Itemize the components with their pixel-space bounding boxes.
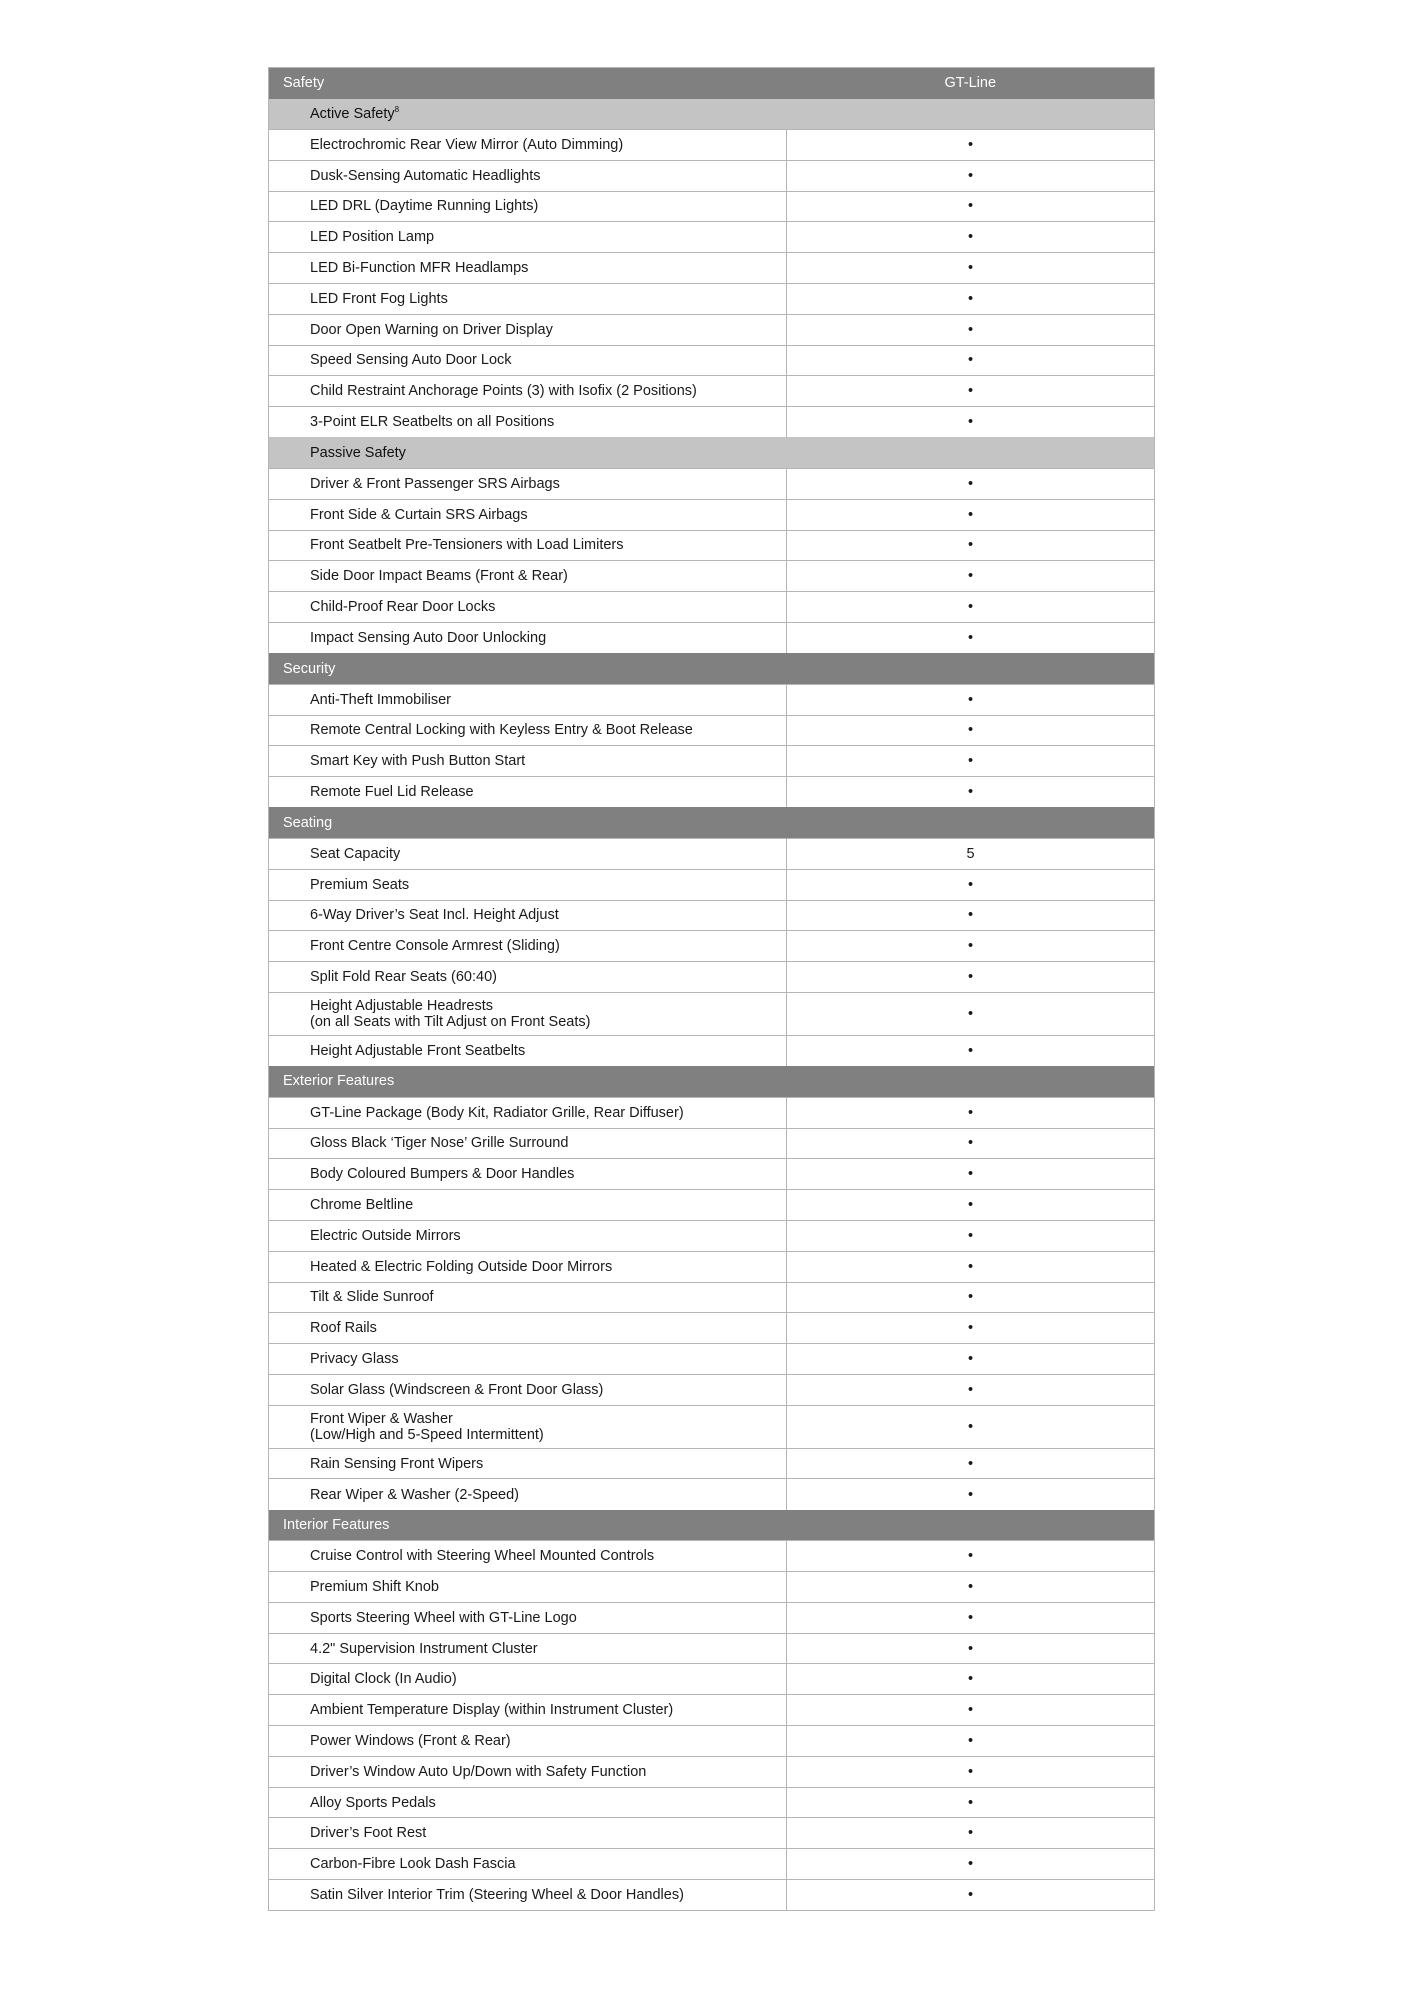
feature-value: • bbox=[787, 1097, 1155, 1128]
feature-label bbox=[269, 592, 787, 623]
section-value-header: GT-Line bbox=[787, 68, 1155, 99]
feature-label bbox=[269, 1448, 787, 1479]
feature-text: Front Centre Console Armrest (Sliding) bbox=[310, 938, 560, 955]
feature-label bbox=[269, 1602, 787, 1633]
feature-label bbox=[269, 838, 787, 869]
feature-value: • bbox=[787, 1251, 1155, 1282]
feature-label bbox=[269, 314, 787, 345]
feature-value: • bbox=[787, 1726, 1155, 1757]
feature-label bbox=[269, 1818, 787, 1849]
subsection-title-text: Passive Safety bbox=[310, 444, 406, 461]
table-row bbox=[269, 1818, 1155, 1849]
feature-value: • bbox=[787, 1572, 1155, 1603]
feature-text: Electric Outside Mirrors bbox=[310, 1227, 461, 1244]
section-value-header bbox=[787, 807, 1155, 838]
feature-text: Alloy Sports Pedals bbox=[310, 1794, 436, 1811]
feature-text: Cruise Control with Steering Wheel Mounted Controls bbox=[310, 1548, 655, 1565]
feature-text: GT-Line Package (Body Kit, Radiator Grille, Rear Diffuser) bbox=[310, 1104, 684, 1121]
feature-text: Height Adjustable Front Seatbelts bbox=[310, 1043, 526, 1060]
table-row bbox=[269, 1756, 1155, 1787]
feature-label bbox=[269, 1159, 787, 1190]
feature-value: • bbox=[787, 1313, 1155, 1344]
feature-label bbox=[269, 1572, 787, 1603]
feature-value: • bbox=[787, 407, 1155, 438]
feature-value: • bbox=[787, 592, 1155, 623]
feature-text: Height Adjustable Headrests bbox=[310, 997, 493, 1014]
feature-value: • bbox=[787, 1849, 1155, 1880]
table-row bbox=[269, 1128, 1155, 1159]
feature-text: Roof Rails bbox=[310, 1320, 377, 1337]
feature-label bbox=[269, 1479, 787, 1510]
table-row bbox=[269, 1374, 1155, 1405]
section-title: Security bbox=[269, 653, 787, 684]
table-row bbox=[269, 191, 1155, 222]
feature-label bbox=[269, 1282, 787, 1313]
feature-label bbox=[269, 345, 787, 376]
table-row bbox=[269, 1633, 1155, 1664]
feature-text: Child Restraint Anchorage Points (3) with Isofix (2 Positions) bbox=[310, 383, 697, 400]
feature-label bbox=[269, 1251, 787, 1282]
feature-text: 6-Way Driver’s Seat Incl. Height Adjust bbox=[310, 907, 559, 924]
feature-value: • bbox=[787, 777, 1155, 808]
feature-value: • bbox=[787, 1190, 1155, 1221]
feature-text: Driver & Front Passenger SRS Airbags bbox=[310, 475, 560, 492]
feature-value: • bbox=[787, 1541, 1155, 1572]
feature-text: Privacy Glass bbox=[310, 1350, 399, 1367]
table-row bbox=[269, 715, 1155, 746]
section-title: Seating bbox=[269, 807, 787, 838]
table-row bbox=[269, 1448, 1155, 1479]
feature-value: • bbox=[787, 746, 1155, 777]
feature-text: Electrochromic Rear View Mirror (Auto Dimming) bbox=[310, 136, 624, 153]
feature-text: Smart Key with Push Button Start bbox=[310, 753, 526, 770]
table-row bbox=[269, 1541, 1155, 1572]
table-row bbox=[269, 530, 1155, 561]
table-row bbox=[269, 468, 1155, 499]
feature-value: • bbox=[787, 130, 1155, 161]
feature-value: • bbox=[787, 345, 1155, 376]
feature-label bbox=[269, 561, 787, 592]
table-row bbox=[269, 1282, 1155, 1313]
feature-text: Carbon-Fibre Look Dash Fascia bbox=[310, 1856, 516, 1873]
feature-text: LED Front Fog Lights bbox=[310, 290, 448, 307]
feature-value: • bbox=[787, 1374, 1155, 1405]
feature-text: 4.2" Supervision Instrument Cluster bbox=[310, 1640, 538, 1657]
feature-label bbox=[269, 1633, 787, 1664]
table-row bbox=[269, 746, 1155, 777]
feature-text: Rain Sensing Front Wipers bbox=[310, 1455, 484, 1472]
feature-text: LED DRL (Daytime Running Lights) bbox=[310, 198, 539, 215]
feature-label bbox=[269, 1344, 787, 1375]
feature-value: • bbox=[787, 1664, 1155, 1695]
feature-label bbox=[269, 407, 787, 438]
table-row bbox=[269, 1602, 1155, 1633]
table-row bbox=[269, 592, 1155, 623]
feature-value: 5 bbox=[787, 838, 1155, 869]
subsection-header bbox=[269, 99, 1155, 130]
table-row bbox=[269, 1695, 1155, 1726]
feature-text: Seat Capacity bbox=[310, 845, 401, 862]
feature-value: • bbox=[787, 992, 1155, 1035]
feature-text: Chrome Beltline bbox=[310, 1197, 414, 1213]
feature-label bbox=[269, 468, 787, 499]
feature-label bbox=[269, 222, 787, 253]
feature-label bbox=[269, 869, 787, 900]
feature-text: Tilt & Slide Sunroof bbox=[310, 1289, 434, 1306]
feature-value: • bbox=[787, 1602, 1155, 1633]
table-row bbox=[269, 777, 1155, 808]
feature-text: Rear Wiper & Washer (2-Speed) bbox=[310, 1486, 519, 1503]
table-row bbox=[269, 992, 1155, 1035]
feature-label bbox=[269, 777, 787, 808]
feature-text: Driver’s Window Auto Up/Down with Safety Function bbox=[310, 1763, 647, 1780]
feature-label bbox=[269, 1128, 787, 1159]
feature-text: Anti-Theft Immobiliser bbox=[310, 691, 452, 708]
feature-label bbox=[269, 499, 787, 530]
table-row bbox=[269, 130, 1155, 161]
section-title: Safety bbox=[269, 68, 787, 99]
section-header bbox=[269, 68, 1155, 99]
section-value-header bbox=[787, 653, 1155, 684]
feature-label bbox=[269, 622, 787, 653]
feature-text: Front Side & Curtain SRS Airbags bbox=[310, 506, 528, 523]
feature-value: • bbox=[787, 900, 1155, 931]
feature-text: Heated & Electric Folding Outside Door Mirrors bbox=[310, 1258, 613, 1275]
table-row bbox=[269, 1572, 1155, 1603]
feature-label bbox=[269, 715, 787, 746]
feature-text: Body Coloured Bumpers & Door Handles bbox=[310, 1166, 575, 1183]
feature-label bbox=[269, 253, 787, 284]
feature-value: • bbox=[787, 962, 1155, 993]
feature-label bbox=[269, 1405, 787, 1448]
feature-value: • bbox=[787, 314, 1155, 345]
spec-table-body bbox=[269, 68, 1155, 1911]
table-row bbox=[269, 838, 1155, 869]
feature-label bbox=[269, 1695, 787, 1726]
feature-label bbox=[269, 992, 787, 1035]
feature-label bbox=[269, 191, 787, 222]
feature-label bbox=[269, 962, 787, 993]
feature-text: Dusk-Sensing Automatic Headlights bbox=[310, 167, 541, 184]
feature-value: • bbox=[787, 1220, 1155, 1251]
table-row bbox=[269, 962, 1155, 993]
feature-text: Premium Shift Knob bbox=[310, 1578, 439, 1595]
table-row bbox=[269, 1880, 1155, 1911]
feature-value: • bbox=[787, 1787, 1155, 1818]
feature-value: • bbox=[787, 1128, 1155, 1159]
table-row bbox=[269, 622, 1155, 653]
table-row bbox=[269, 222, 1155, 253]
feature-text: Gloss Black ‘Tiger Nose’ Grille Surround bbox=[310, 1135, 569, 1152]
feature-label bbox=[269, 130, 787, 161]
feature-text: Power Windows (Front & Rear) bbox=[310, 1732, 511, 1749]
feature-value: • bbox=[787, 931, 1155, 962]
table-row bbox=[269, 1190, 1155, 1221]
feature-value: • bbox=[787, 1035, 1155, 1066]
feature-text: Driver’s Foot Rest bbox=[310, 1825, 427, 1842]
table-row bbox=[269, 407, 1155, 438]
feature-label bbox=[269, 1756, 787, 1787]
footnote-marker: 8 bbox=[394, 104, 400, 114]
feature-text: Solar Glass (Windscreen & Front Door Glass) bbox=[310, 1381, 604, 1398]
table-row bbox=[269, 869, 1155, 900]
feature-text: LED Position Lamp bbox=[310, 229, 435, 246]
feature-label bbox=[269, 1787, 787, 1818]
table-row bbox=[269, 1220, 1155, 1251]
feature-text: Side Door Impact Beams (Front & Rear) bbox=[310, 568, 568, 585]
table-row bbox=[269, 1787, 1155, 1818]
feature-value: • bbox=[787, 160, 1155, 191]
table-row bbox=[269, 1479, 1155, 1510]
feature-value: • bbox=[787, 222, 1155, 253]
table-row bbox=[269, 376, 1155, 407]
feature-text: Satin Silver Interior Trim (Steering Wheel & Door Handles) bbox=[310, 1886, 684, 1903]
table-row bbox=[269, 1159, 1155, 1190]
feature-label bbox=[269, 746, 787, 777]
feature-text: Child-Proof Rear Door Locks bbox=[310, 599, 496, 616]
feature-value: • bbox=[787, 1159, 1155, 1190]
section-header bbox=[269, 653, 1155, 684]
section-value-header bbox=[787, 1066, 1155, 1097]
feature-value: • bbox=[787, 530, 1155, 561]
feature-value: • bbox=[787, 468, 1155, 499]
feature-text: LED Bi-Function MFR Headlamps bbox=[310, 260, 529, 277]
feature-value: • bbox=[787, 1756, 1155, 1787]
table-row bbox=[269, 931, 1155, 962]
feature-value: • bbox=[787, 253, 1155, 284]
feature-label bbox=[269, 1097, 787, 1128]
feature-value: • bbox=[787, 715, 1155, 746]
section-header bbox=[269, 1066, 1155, 1097]
feature-value: • bbox=[787, 191, 1155, 222]
table-row bbox=[269, 345, 1155, 376]
feature-text: Impact Sensing Auto Door Unlocking bbox=[310, 630, 547, 647]
feature-label bbox=[269, 900, 787, 931]
table-row bbox=[269, 900, 1155, 931]
feature-label bbox=[269, 1664, 787, 1695]
feature-label bbox=[269, 1220, 787, 1251]
subsection-header bbox=[269, 437, 1155, 468]
feature-label bbox=[269, 931, 787, 962]
feature-value: • bbox=[787, 1282, 1155, 1313]
feature-label bbox=[269, 1035, 787, 1066]
table-row bbox=[269, 561, 1155, 592]
table-row bbox=[269, 253, 1155, 284]
feature-label bbox=[269, 1849, 787, 1880]
table-row bbox=[269, 1344, 1155, 1375]
feature-value: • bbox=[787, 622, 1155, 653]
feature-text: Remote Central Locking with Keyless Entry & Boot Release bbox=[310, 722, 693, 739]
feature-text: Split Fold Rear Seats (60:40) bbox=[310, 969, 497, 986]
feature-label bbox=[269, 1313, 787, 1344]
feature-label bbox=[269, 1190, 787, 1221]
feature-label bbox=[269, 376, 787, 407]
feature-label bbox=[269, 283, 787, 314]
table-row bbox=[269, 1405, 1155, 1448]
table-row bbox=[269, 684, 1155, 715]
feature-value: • bbox=[787, 1880, 1155, 1911]
feature-label bbox=[269, 1374, 787, 1405]
table-row bbox=[269, 1726, 1155, 1757]
table-row bbox=[269, 1097, 1155, 1128]
feature-text: Speed Sensing Auto Door Lock bbox=[310, 352, 512, 369]
feature-text: 3-Point ELR Seatbelts on all Positions bbox=[310, 414, 555, 431]
feature-text: Sports Steering Wheel with GT-Line Logo bbox=[310, 1609, 577, 1626]
feature-text: Front Seatbelt Pre-Tensioners with Load Limiters bbox=[310, 537, 624, 554]
table-row bbox=[269, 1849, 1155, 1880]
feature-value: • bbox=[787, 1448, 1155, 1479]
feature-label bbox=[269, 684, 787, 715]
table-row bbox=[269, 1251, 1155, 1282]
table-row bbox=[269, 314, 1155, 345]
feature-label bbox=[269, 160, 787, 191]
feature-value: • bbox=[787, 684, 1155, 715]
feature-value: • bbox=[787, 1695, 1155, 1726]
section-header bbox=[269, 1510, 1155, 1541]
feature-label bbox=[269, 1541, 787, 1572]
subsection-title-text: Active Safety bbox=[310, 105, 395, 122]
table-row bbox=[269, 499, 1155, 530]
feature-value: • bbox=[787, 1479, 1155, 1510]
feature-value: • bbox=[787, 1633, 1155, 1664]
feature-value: • bbox=[787, 869, 1155, 900]
table-row bbox=[269, 1035, 1155, 1066]
subsection-title bbox=[269, 99, 1155, 130]
feature-text-line2: (Low/High and 5-Speed Intermittent) bbox=[310, 1426, 544, 1443]
feature-text: Premium Seats bbox=[310, 876, 410, 893]
feature-value: • bbox=[787, 561, 1155, 592]
table-row bbox=[269, 283, 1155, 314]
feature-text: Door Open Warning on Driver Display bbox=[310, 321, 553, 338]
table-row bbox=[269, 1664, 1155, 1695]
feature-text: Digital Clock (In Audio) bbox=[310, 1671, 457, 1688]
table-row bbox=[269, 1313, 1155, 1344]
feature-value: • bbox=[787, 1818, 1155, 1849]
feature-text-line2: (on all Seats with Tilt Adjust on Front Seats) bbox=[310, 1013, 591, 1030]
section-header bbox=[269, 807, 1155, 838]
feature-text: Front Wiper & Washer bbox=[310, 1410, 453, 1427]
feature-value: • bbox=[787, 283, 1155, 314]
feature-label bbox=[269, 1880, 787, 1911]
section-title: Interior Features bbox=[269, 1510, 787, 1541]
feature-value: • bbox=[787, 1405, 1155, 1448]
subsection-title bbox=[269, 437, 1155, 468]
feature-text: Ambient Temperature Display (within Instrument Cluster) bbox=[310, 1702, 674, 1719]
table-row bbox=[269, 160, 1155, 191]
feature-value: • bbox=[787, 376, 1155, 407]
feature-label bbox=[269, 1726, 787, 1757]
feature-value: • bbox=[787, 1344, 1155, 1375]
feature-text: Remote Fuel Lid Release bbox=[310, 784, 474, 801]
spec-table bbox=[268, 67, 1155, 1911]
section-value-header bbox=[787, 1510, 1155, 1541]
feature-value: • bbox=[787, 499, 1155, 530]
section-title: Exterior Features bbox=[269, 1066, 787, 1097]
feature-label bbox=[269, 530, 787, 561]
